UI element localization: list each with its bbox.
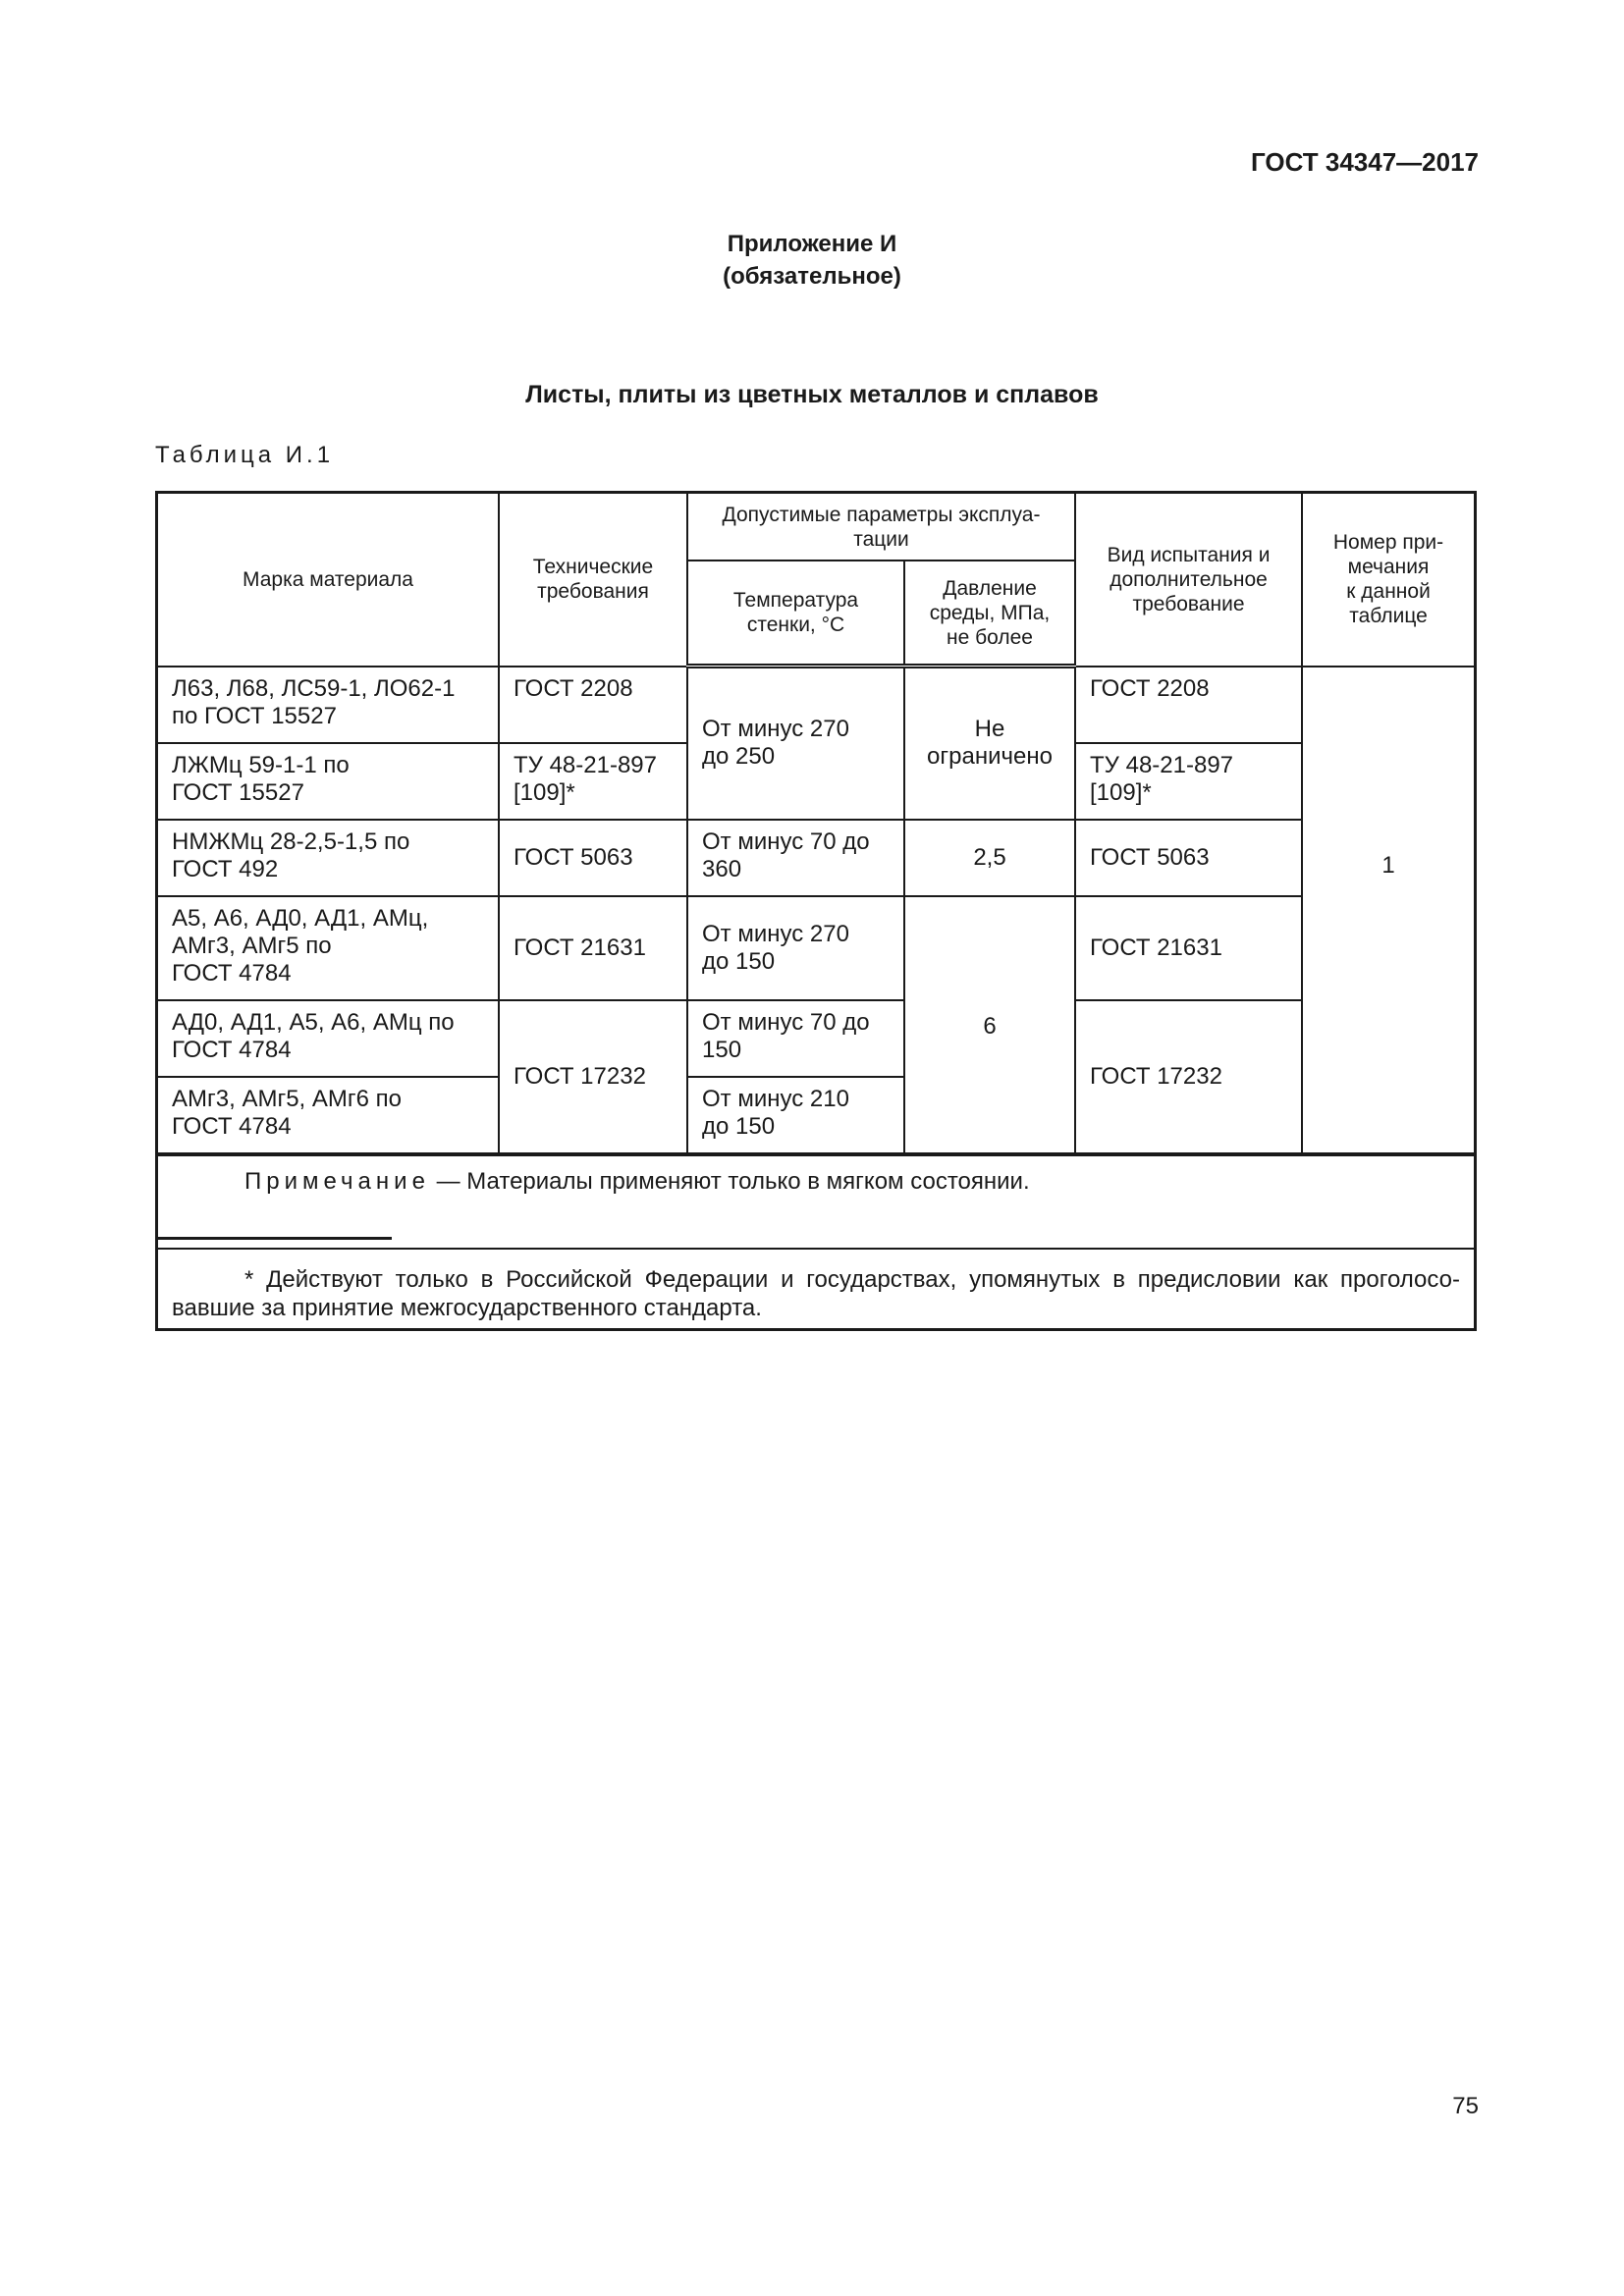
table-row (158, 667, 1474, 743)
table-header-row (158, 494, 1474, 561)
header-test-type: Вид испытания и дополнительное требование (1075, 494, 1302, 667)
cell-material: Л63, Л68, ЛС59-1, ЛО62-1 по ГОСТ 15527 (158, 667, 499, 743)
cell-material: А5, А6, АД0, АД1, АМц, АМг3, АМг5 по ГОСТ 4784 (158, 896, 499, 1000)
table-row (158, 820, 1474, 896)
header-material: Марка материала (158, 494, 499, 667)
cell-temperature: От минус 70 до 360 (687, 820, 904, 896)
page-number: 75 (1452, 2093, 1479, 2119)
table-note (158, 1154, 1474, 1248)
header-temperature: Температура стенки, °С (687, 561, 904, 667)
cell-temperature: От минус 210 до 150 (687, 1077, 904, 1153)
appendix-subtitle: (обязательное) (723, 263, 901, 290)
cell-material: ЛЖМц 59-1-1 по ГОСТ 15527 (158, 743, 499, 820)
cell-test-type: ТУ 48-21-897 [109]* (1075, 743, 1302, 820)
note-number-value: 1 (1381, 851, 1395, 879)
cell-test-type: ГОСТ 2208 (1075, 667, 1302, 743)
materials-table (155, 491, 1477, 1331)
cell-temperature: От минус 270 до 150 (687, 896, 904, 1000)
section-title: Листы, плиты из цветных металлов и сплавов (525, 381, 1099, 408)
appendix-heading (0, 228, 1624, 293)
cell-note-number (1302, 667, 1474, 1153)
document-code: ГОСТ 34347—2017 (1251, 147, 1479, 177)
cell-tech-req: ГОСТ 21631 (499, 896, 687, 1000)
cell-tech-req: ГОСТ 2208 (499, 667, 687, 743)
table-row (158, 896, 1474, 1000)
cell-test-type: ГОСТ 21631 (1075, 896, 1302, 1000)
header-note-number: Номер при- мечания к данной таблице (1302, 494, 1474, 667)
footnote-divider (158, 1237, 392, 1240)
header-tech-req: Технические требования (499, 494, 687, 667)
cell-temperature: От минус 270 до 250 (687, 667, 904, 820)
cell-pressure (904, 896, 1075, 1153)
table-caption: Таблица И.1 (155, 442, 335, 468)
pressure-value: 6 (983, 1012, 997, 1040)
cell-pressure: 2,5 (904, 820, 1075, 896)
cell-material: АМг3, АМг5, АМг6 по ГОСТ 4784 (158, 1077, 499, 1153)
note-line (172, 1168, 1460, 1196)
note-dash: — (436, 1167, 460, 1195)
cell-material: АД0, АД1, А5, А6, АМц по ГОСТ 4784 (158, 1000, 499, 1077)
cell-tech-req: ГОСТ 5063 (499, 820, 687, 896)
header-params: Допустимые параметры эксплуа- тации (687, 494, 1075, 561)
header-pressure: Давление среды, МПа, не более (904, 561, 1075, 667)
cell-tech-req: ТУ 48-21-897 [109]* (499, 743, 687, 820)
footnote: * Действуют только в Российской Федерации и государствах, упомянутых в предисловии как проголосо-вавшие за принятие межгосударственного стандарта. (158, 1248, 1474, 1328)
table-row (158, 1000, 1474, 1077)
cell-test-type: ГОСТ 5063 (1075, 820, 1302, 896)
cell-material: НМЖМц 28-2,5-1,5 по ГОСТ 492 (158, 820, 499, 896)
note-text: Материалы применяют только в мягком состоянии. (466, 1167, 1030, 1195)
cell-test-type: ГОСТ 17232 (1075, 1000, 1302, 1153)
cell-pressure: Не ограничено (904, 667, 1075, 820)
appendix-title: Приложение И (727, 231, 897, 257)
note-label: Примечание (244, 1167, 430, 1195)
cell-temperature: От минус 70 до 150 (687, 1000, 904, 1077)
cell-tech-req: ГОСТ 17232 (499, 1000, 687, 1153)
